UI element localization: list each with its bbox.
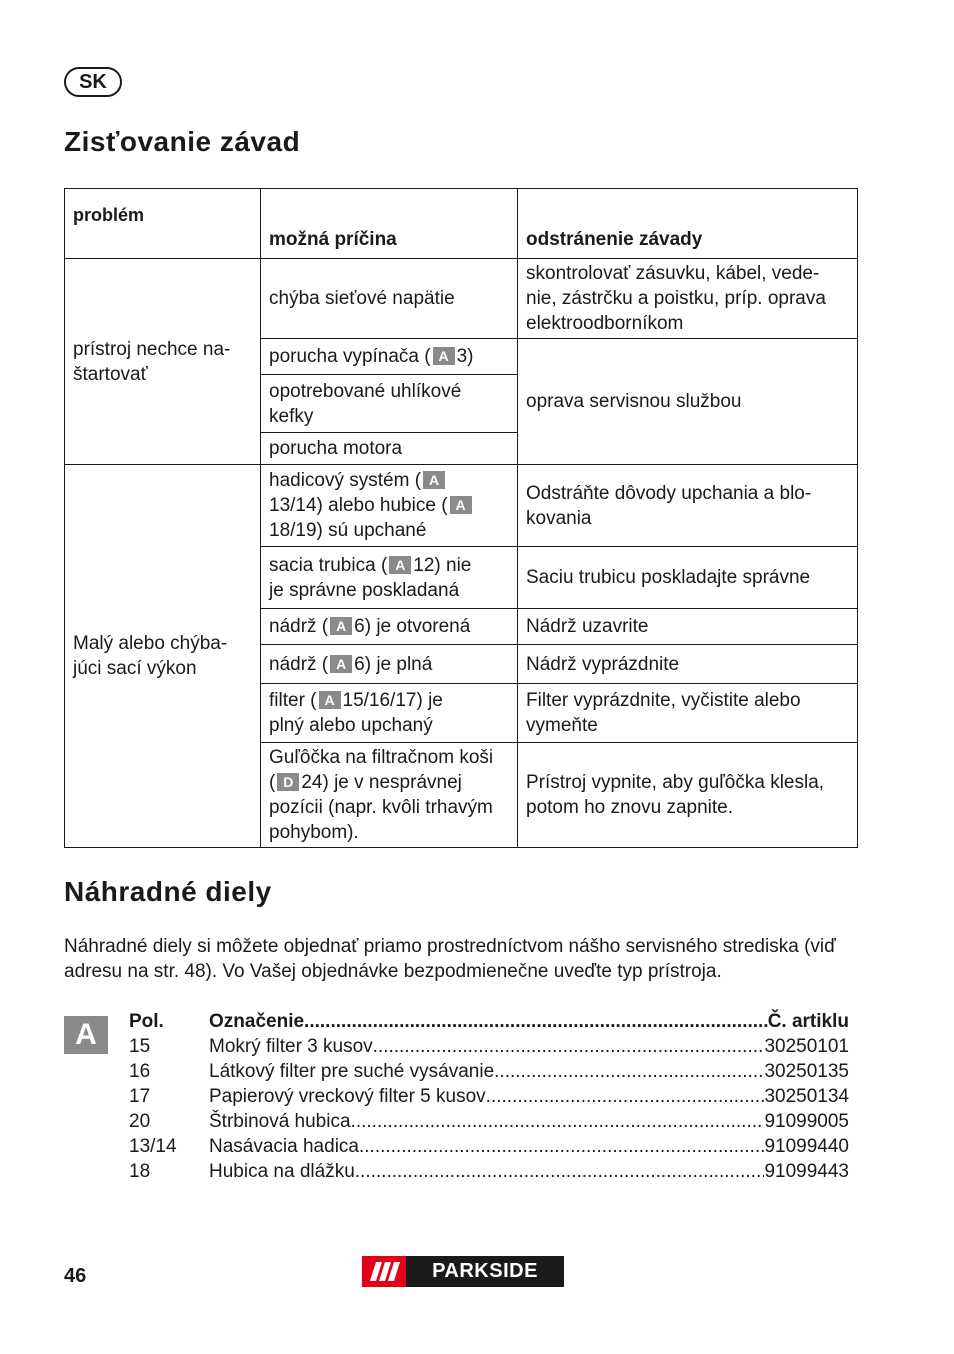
spare-parts-intro: Náhradné diely si môžete objednať priamo prostredníctvom nášho servisného strediska (viď adresu na str. 48). Vo Vašej objednávke bezpodmienečne uveďte typ prístroja.: [64, 936, 836, 982]
item-name: Nasávacia hadica: [209, 1136, 359, 1157]
item-article: 91099005: [764, 1111, 849, 1132]
spare-parts-list: [129, 1009, 849, 1184]
remedy-cell: Prístroj vypnite, aby guľôčka klesla, potom ho znovu zapnite.: [518, 743, 858, 848]
item-article: 30250101: [764, 1036, 849, 1057]
cause-cell: nádrž ( A 6) je otvorená: [261, 609, 518, 645]
leader-dots: [494, 1059, 764, 1084]
figure-ref-badge: A: [330, 617, 352, 635]
header-article: Č. artiklu: [767, 1011, 849, 1032]
item-pos: 20: [129, 1111, 151, 1132]
cause-cell: hadicový systém ( A 13/14) alebo hubice ( A 18/19) sú upchané: [261, 465, 518, 547]
figure-ref-badge: A: [330, 655, 352, 673]
figure-ref-badge: A: [423, 471, 445, 489]
remedy-cell: Filter vyprázdnite, vyčistite alebo vymeňte: [518, 684, 858, 743]
remedy-cell: skontrolovať zásuvku, kábel, vede- nie, zástrčku a poistku, príp. oprava elektroodborníkom: [518, 259, 858, 339]
troubleshooting-table: [64, 188, 858, 848]
table-header-row: [65, 189, 858, 259]
leader-dots: [351, 1109, 765, 1134]
remedy-cell: Odstráňte dôvody upchania a blo- kovania: [518, 465, 858, 547]
leader-dots: [355, 1159, 765, 1184]
figure-ref-badge: A: [450, 496, 472, 514]
header-problem: problém: [65, 189, 261, 259]
item-name: Látkový filter pre suché vysávanie: [209, 1061, 495, 1082]
item-name: Papierový vreckový filter 5 kusov: [209, 1086, 486, 1107]
table-row: [65, 259, 858, 339]
header-cause: možná príčina: [261, 189, 518, 259]
troubleshooting-title: Zisťovanie závad: [64, 126, 301, 157]
problem-cell: prístroj nechce na- štartovať: [65, 259, 261, 465]
item-article: 91099440: [764, 1136, 849, 1157]
leader-dots: [373, 1034, 765, 1059]
brand-wordmark: PARKSIDE: [406, 1256, 564, 1287]
list-item: [129, 1159, 849, 1184]
leader-dots: [304, 1009, 768, 1034]
remedy-cell: Nádrž vyprázdnite: [518, 645, 858, 684]
item-pos: 16: [129, 1061, 151, 1082]
item-pos: 17: [129, 1086, 151, 1107]
page-number: 46: [64, 1265, 87, 1287]
figure-ref-badge: A: [319, 691, 341, 709]
item-pos: 13/14: [129, 1136, 177, 1157]
remedy-cell: Saciu trubicu poskladajte správne: [518, 547, 858, 609]
figure-ref-badge: A: [389, 556, 411, 574]
table-row: [65, 465, 858, 547]
cause-cell: sacia trubica ( A 12) nie je správne poskladaná: [261, 547, 518, 609]
item-article: 30250135: [764, 1061, 849, 1082]
figure-ref-badge: A: [433, 347, 455, 365]
cause-cell: chýba sieťové napätie: [261, 259, 518, 339]
list-item: [129, 1134, 849, 1159]
leader-dots: [486, 1084, 765, 1109]
spare-parts-title: Náhradné diely: [64, 876, 272, 907]
cause-cell: nádrž ( A 6) je plná: [261, 645, 518, 684]
cause-cell: porucha vypínača ( A 3): [261, 339, 518, 375]
item-name: Hubica na dlážku: [209, 1161, 355, 1182]
list-item: [129, 1034, 849, 1059]
cause-cell: porucha motora: [261, 433, 518, 465]
remedy-cell: oprava servisnou službou: [518, 339, 858, 465]
list-item: [129, 1109, 849, 1134]
figure-ref-badge: D: [277, 773, 299, 791]
item-article: 30250134: [764, 1086, 849, 1107]
header-name: Označenie: [209, 1011, 305, 1032]
list-item: [129, 1084, 849, 1109]
item-article: 91099443: [764, 1161, 849, 1182]
header-pos: Pol.: [129, 1011, 164, 1032]
cause-cell: filter ( A 15/16/17) je plný alebo upchaný: [261, 684, 518, 743]
list-item: [129, 1059, 849, 1084]
language-badge: SK: [64, 67, 122, 97]
remedy-cell: Nádrž uzavrite: [518, 609, 858, 645]
item-name: Mokrý filter 3 kusov: [209, 1036, 373, 1057]
cause-cell: Guľôčka na filtračnom koši ( D 24) je v nesprávnej pozícii (napr. kvôli trhavým pohybom).: [261, 743, 518, 848]
figure-badge: A: [64, 1016, 108, 1054]
problem-cell: Malý alebo chýba- júci sací výkon: [65, 465, 261, 848]
parts-header-row: [129, 1009, 849, 1034]
header-remedy: odstránenie závady: [518, 189, 858, 259]
brand-logo: [362, 1256, 564, 1287]
item-name: Štrbinová hubica: [209, 1111, 351, 1132]
cause-cell: opotrebované uhlíkové kefky: [261, 375, 518, 433]
item-pos: 18: [129, 1161, 151, 1182]
logo-slashes-icon: [362, 1256, 406, 1287]
item-pos: 15: [129, 1036, 151, 1057]
leader-dots: [359, 1134, 764, 1159]
